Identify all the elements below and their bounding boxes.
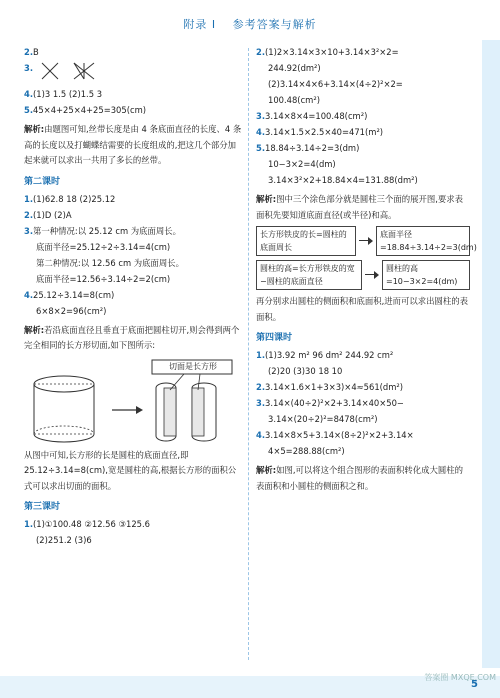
flow2-arrow xyxy=(365,271,379,279)
flow1-arrow xyxy=(359,237,373,245)
flow2-box-b: 圆柱的高=10−3×2=4(dm) xyxy=(382,260,470,290)
matching-lines-figure xyxy=(36,60,126,82)
figure-callout-label: 切面是长方形 xyxy=(169,361,217,371)
section-lesson-2: 第二课时 xyxy=(24,176,61,187)
flow-diagram-1 xyxy=(256,226,477,256)
side-strip xyxy=(482,40,500,668)
left-column xyxy=(24,44,242,548)
cylinder-cut-figure xyxy=(24,358,242,446)
l2-answer-4-line2: 6×8×2=96(cm²) xyxy=(36,305,107,316)
l2-answer-2: 2.(1)D (2)A xyxy=(24,209,72,220)
answer-4: 4.(1)3 1.5 (2)1.5 3 xyxy=(24,89,103,99)
section-lesson-4: 第四课时 xyxy=(256,333,293,343)
r-answer-2-line2: 244.92(dm²) xyxy=(268,63,321,73)
l2-answer-3: 3.第一种情况:以 25.12 cm 为底面周长。 xyxy=(24,225,182,236)
appendix-label: 附录 I xyxy=(183,18,217,31)
r-answer-4: 4.3.14×1.5×2.5×40=471(m²) xyxy=(256,127,384,137)
page-header xyxy=(0,16,500,32)
l4-answer-3: 3.3.14×(40÷2)²×2+3.14×40×50− xyxy=(256,398,404,408)
flow-diagram-2 xyxy=(256,260,471,290)
l4-answer-2: 2.3.14×1.6×1+3×3)×4≈561(dm²) xyxy=(256,382,404,392)
answer-2: 2.B xyxy=(24,47,39,57)
explanation-2: 解析:若沿底面直径且垂直于底面把圆柱切开,则会得到两个完全相同的长方形切面,如下图所示: xyxy=(24,324,240,350)
l4-answer-4: 4.3.14×8×5+3.14×(8÷2)²×2+3.14× xyxy=(256,430,414,440)
section-lesson-3: 第三课时 xyxy=(24,502,61,512)
r-explanation-1b: 再分别求出圆柱的侧面积和底面积,进而可以求出圆柱的表面积。 xyxy=(256,296,469,322)
l4-answer-1-line2: (2)20 (3)30 18 10 xyxy=(268,366,343,376)
watermark: 答案圈 MXQE.COM xyxy=(424,673,496,682)
l3-answer-1: 1.(1)①100.48 ②12.56 ③125.6 xyxy=(24,519,150,529)
l2-answer-3-line2: 底面半径=25.12÷2÷3.14=4(cm) xyxy=(36,241,171,252)
flow1-box-b: 底面半径=18.84÷3.14÷2=3(dm) xyxy=(376,226,470,256)
column-divider xyxy=(248,48,249,660)
l4-answer-4-line2: 4×5=288.88(cm²) xyxy=(268,446,345,456)
l3-answer-1-line2: (2)251.2 (3)6 xyxy=(36,535,92,545)
r-answer-3: 3.3.14×8×4=100.48(cm²) xyxy=(256,111,368,121)
r-answer-2-line4: 100.48(cm²) xyxy=(268,95,320,105)
r-answer-2: 2.(1)2×3.14×3×10+3.14×3²×2= xyxy=(256,47,399,57)
r-answer-5-line3: 3.14×3²×2+18.84×4=131.88(dm²) xyxy=(268,175,418,185)
flow1-box-a: 长方形铁皮的长=圆柱的底面周长 xyxy=(256,226,356,256)
l2-answer-3-line4: 底面半径=12.56÷3.14÷2=2(cm) xyxy=(36,273,171,284)
r-answer-2-line3: (2)3.14×4×6+3.14×(4÷2)²×2= xyxy=(268,79,403,89)
explanation-2b: 从图中可知,长方形的长是圆柱的底面直径,即 25.12÷3.14=8(cm),宽是圆柱的高,根据长方形的面积公式可以求出切面的面积。 xyxy=(24,449,237,491)
explanation-1: 解析:由题图可知,丝带长度是由 4 条底面直径的长度、4 条高的长度以及打蝴蝶结需要的长度组成的,把这几个部分加起来就可以求出一共用了多长的丝带。 xyxy=(24,124,242,165)
r-explanation-1: 解析:图中三个涂色部分就是圆柱三个面的展开图,要求表面积先要知道底面直径(或半径)和高。 xyxy=(256,194,464,220)
page-footer xyxy=(0,673,500,698)
r-answer-5: 5.18.84÷3.14÷2=3(dm) xyxy=(256,143,360,153)
l2-answer-3-line3: 第二种情况:以 12.56 cm 为底面周长。 xyxy=(36,257,185,268)
l2-answer-4: 4.25.12÷3.14=8(cm) xyxy=(24,289,115,300)
answer-5: 5.45×4+25×4+25=305(cm) xyxy=(24,105,147,115)
l4-answer-3-line2: 3.14×(20÷2)²=8478(cm²) xyxy=(268,414,378,424)
flow2-box-a: 圆柱的高=长方形铁皮的宽−圆柱的底面直径 xyxy=(256,260,362,290)
l2-answer-1: 1.(1)62.8 18 (2)25.12 xyxy=(24,193,116,204)
l4-answer-1: 1.(1)3.92 m² 96 dm² 244.92 cm² xyxy=(256,350,394,360)
r-explanation-2: 解析:如图,可以将这个组合图形的表面积转化成大圆柱的表面积和小圆柱的侧面积之和。 xyxy=(256,465,464,491)
page-number: 5 xyxy=(471,679,478,690)
answer-3: 3. xyxy=(24,60,242,86)
header-title: 参考答案与解析 xyxy=(232,18,317,31)
right-column xyxy=(256,44,477,494)
r-answer-5-line2: 10−3×2=4(dm) xyxy=(268,159,336,169)
